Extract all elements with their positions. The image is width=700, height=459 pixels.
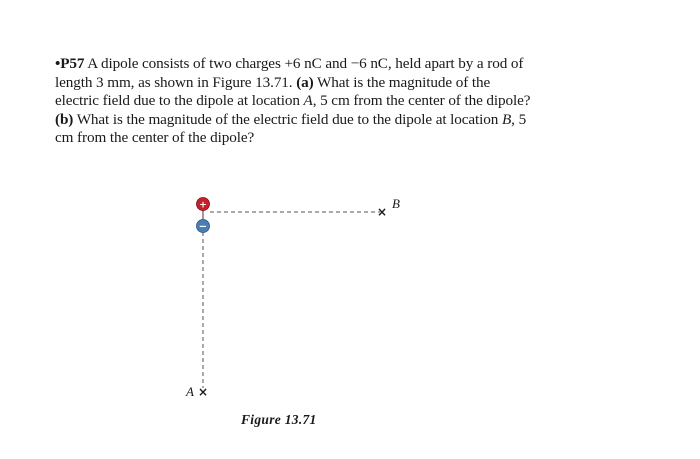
label-a: A (186, 384, 194, 399)
part-a-label: (a) (296, 73, 314, 91)
part-a-location: A (303, 92, 313, 109)
problem-bullet: • (55, 55, 61, 72)
part-b-text: What is the magnitude of the electric field due to the dipole at location (73, 110, 502, 128)
positive-charge-symbol: + (199, 200, 207, 211)
part-a-rest: , 5 cm from the center of the dipole? (312, 92, 531, 109)
problem-intro: A dipole consists of two charges +6 nC and −6 nC, held apart by a rod of length 3 mm, as shown in Figure 13.71. (55, 55, 524, 91)
problem-number: P57 (60, 55, 85, 72)
negative-charge-symbol: − (198, 221, 208, 233)
label-b: B (392, 196, 400, 211)
figure-caption: Figure 13.71 (241, 412, 317, 427)
marker-a: × (197, 385, 209, 399)
part-b-location: B (501, 110, 512, 128)
part-a-text: What is the magnitude of the electric field due to the dipole at location (55, 73, 491, 109)
part-b-label: (b) (55, 110, 74, 128)
marker-b: × (376, 205, 388, 219)
part-b-rest: , 5 cm from the center of the dipole? (55, 110, 527, 146)
